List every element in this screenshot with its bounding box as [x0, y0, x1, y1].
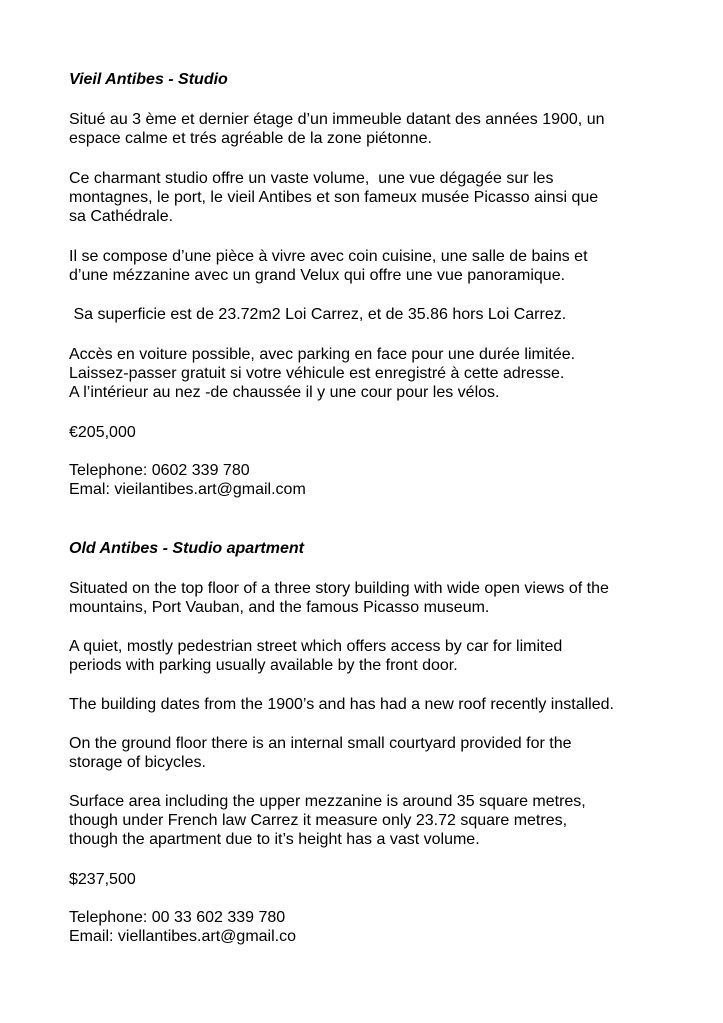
- french-paragraph-5-line-1: Accès en voiture possible, avec parking en face pour une durée limitée.: [69, 346, 576, 363]
- english-paragraph-2-line-2: periods with parking usually available by the front door.: [69, 657, 458, 674]
- english-paragraph-1-line-2: mountains, Port Vauban, and the famous Picasso museum.: [69, 599, 490, 616]
- french-paragraph-3-line-1: Il se compose d’une pièce à vivre avec coin cuisine, une salle de bains et: [69, 248, 588, 265]
- english-paragraph-2-line-1: A quiet, mostly pedestrian street which offers access by car for limited: [69, 638, 563, 655]
- french-surface-area: Sa superficie est de 23.72m2 Loi Carrez, et de 35.86 hors Loi Carrez.: [69, 306, 567, 323]
- french-paragraph-2-line-2: montagnes, le port, le vieil Antibes et son fameux musée Picasso ainsi que: [69, 189, 599, 206]
- english-paragraph-4-line-2: storage of bicycles.: [69, 754, 206, 771]
- french-paragraph-5-line-3: A l’intérieur au nez -de chaussée il y une cour pour les vélos.: [69, 384, 500, 401]
- english-paragraph-5-line-1: Surface area including the upper mezzanine is around 35 square metres,: [69, 793, 586, 810]
- english-paragraph-5-line-2: though under French law Carrez it measure only 23.72 square metres,: [69, 812, 568, 829]
- french-paragraph-1-line-1: Situé au 3 ème et dernier étage d’un immeuble datant des années 1900, un: [69, 111, 605, 128]
- english-email: Email: viellantibes.art@gmail.co: [69, 928, 296, 945]
- french-telephone: Telephone: 0602 339 780: [69, 462, 250, 479]
- english-paragraph-5-line-3: though the apartment due to it’s height has a vast volume.: [69, 831, 480, 848]
- french-price: €205,000: [69, 424, 136, 441]
- french-paragraph-2-line-3: sa Cathédrale.: [69, 208, 174, 225]
- french-email: Emal: vieilantibes.art@gmail.com: [69, 481, 306, 498]
- french-paragraph-1-line-2: espace calme et trés agréable de la zone piétonne.: [69, 130, 432, 147]
- french-paragraph-2-line-1: Ce charmant studio offre un vaste volume, une vue dégagée sur les: [69, 170, 554, 187]
- english-paragraph-1-line-1: Situated on the top floor of a three story building with wide open views of the: [69, 580, 609, 597]
- english-telephone: Telephone: 00 33 602 339 780: [69, 909, 286, 926]
- french-paragraph-5-line-2: Laissez-passer gratuit si votre véhicule est enregistré à cette adresse.: [69, 365, 565, 382]
- english-paragraph-4-line-1: On the ground floor there is an internal small courtyard provided for the: [69, 735, 572, 752]
- french-paragraph-3-line-2: d’une mézzanine avec un grand Velux qui offre une vue panoramique.: [69, 267, 566, 284]
- english-building-paragraph: The building dates from the 1900’s and has had a new roof recently installed.: [69, 696, 614, 713]
- french-listing-heading: Vieil Antibes - Studio: [69, 71, 228, 88]
- english-listing-heading: Old Antibes - Studio apartment: [69, 540, 304, 557]
- english-price: $237,500: [69, 871, 136, 888]
